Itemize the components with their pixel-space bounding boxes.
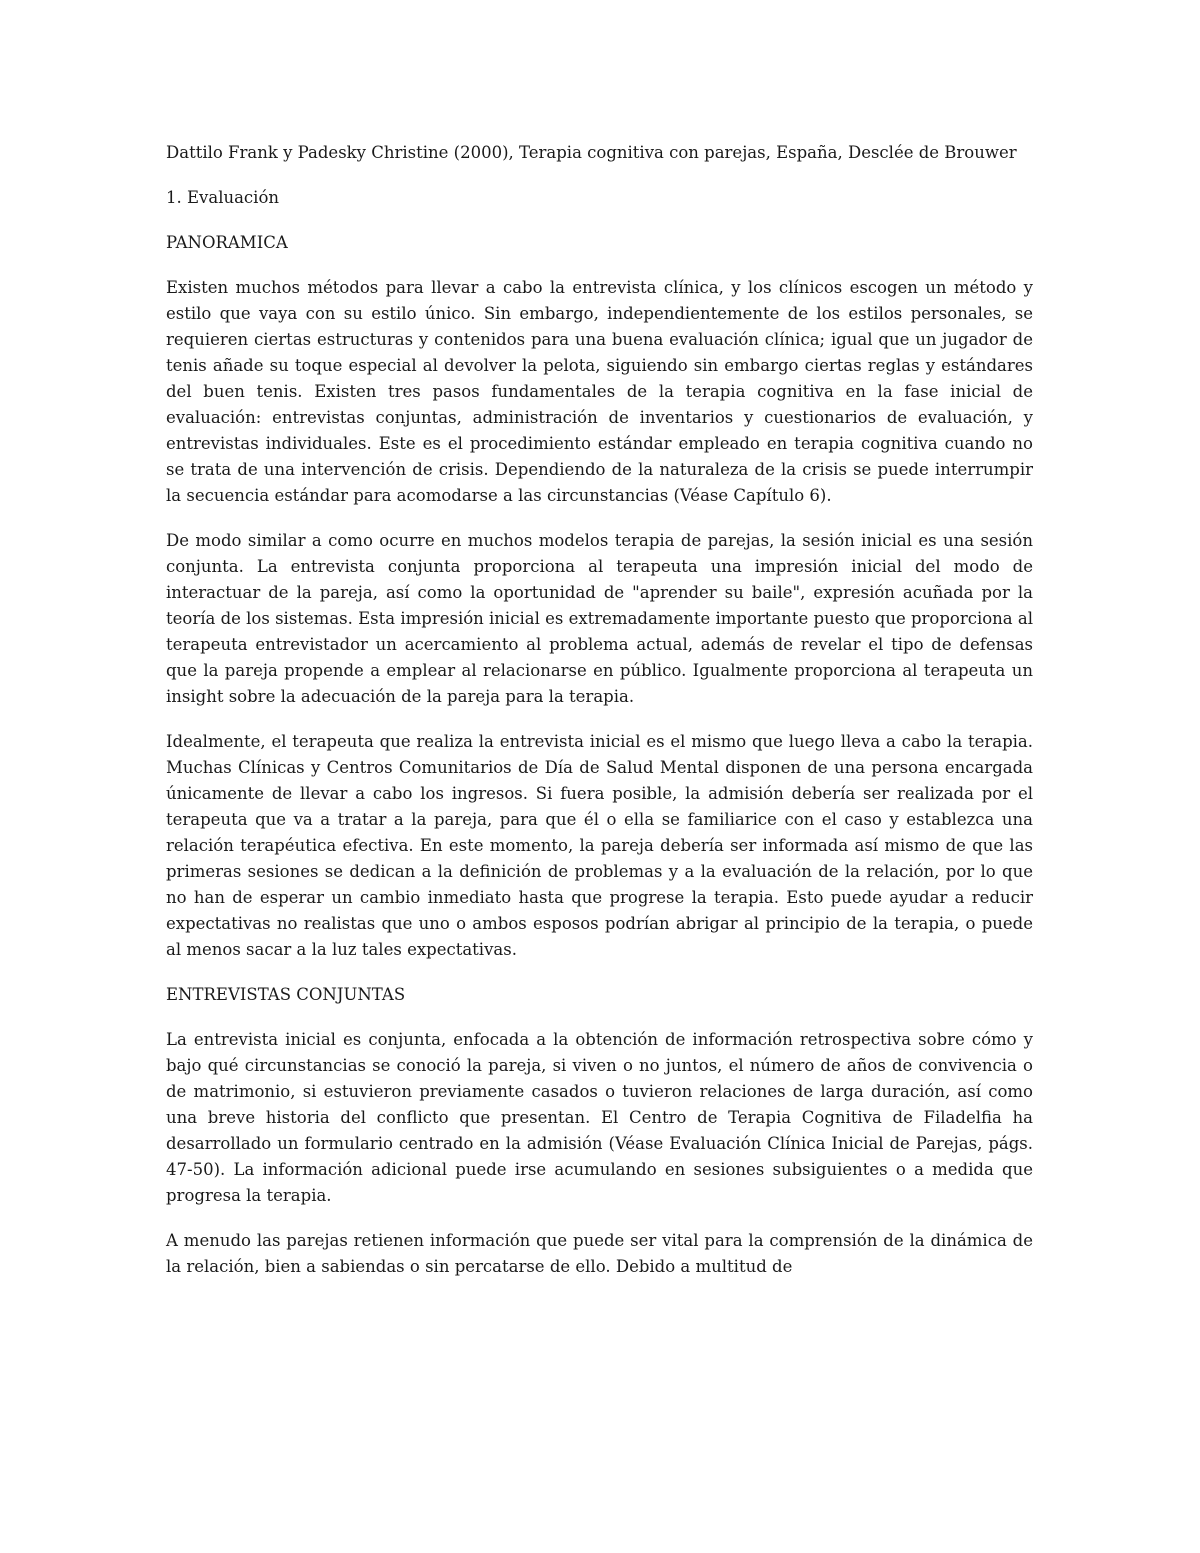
citation: Dattilo Frank y Padesky Christine (2000), Terapia cognitiva con parejas, España, Desclée de Brouwer [166,143,1017,162]
paragraph: La entrevista inicial es conjunta, enfocada a la obtención de información retrospectiva sobre cómo y bajo qué circunstancias se conoció la pareja, si viven o no juntos, el número de años de convivencia o de matrimonio, si estuvieron previamente casados o tuvieron relaciones de larga duración, así como una breve historia del conflicto que presentan. El Centro de Terapia Cognitiva de Filadelfia ha desarrollado un formulario centrado en la admisión (Véase Evaluación Clínica Inicial de Parejas, págs. 47-50). La información adicional puede irse acumulando en sesiones subsiguientes o a medida que progresa la terapia. [166,1030,1033,1205]
paragraph: Existen muchos métodos para llevar a cabo la entrevista clínica, y los clínicos escogen un método y estilo que vaya con su estilo único. Sin embargo, independientemente de los estilos personales, se requieren ciertas estructuras y contenidos para una buena evaluación clínica; igual que un jugador de tenis añade su toque especial al devolver la pelota, siguiendo sin embargo ciertas reglas y estándares del buen tenis. Existen tres pasos fundamentales de la terapia cognitiva en la fase inicial de evaluación: entrevistas conjuntas, administración de inventarios y cuestionarios de evaluación, y entrevistas individuales. Este es el procedimiento estándar empleado en terapia cognitiva cuando no se trata de una intervención de crisis. Dependiendo de la naturaleza de la crisis se puede interrumpir la secuencia estándar para acomodarse a las circunstancias (Véase Capítulo 6). [166,278,1033,505]
heading-entrevistas-conjuntas: ENTREVISTAS CONJUNTAS [166,985,406,1004]
heading-panoramica: PANORAMICA [166,233,288,252]
document-body [166,140,1033,1299]
section-title: 1. Evaluación [166,188,280,207]
paragraph: A menudo las parejas retienen información que puede ser vital para la comprensión de la dinámica de la relación, bien a sabiendas o sin percatarse de ello. Debido a multitud de [166,1231,1033,1276]
paragraph: Idealmente, el terapeuta que realiza la entrevista inicial es el mismo que luego lleva a cabo la terapia. Muchas Clínicas y Centros Comunitarios de Día de Salud Mental disponen de una persona encargada únicamente de llevar a cabo los ingresos. Si fuera posible, la admisión debería ser realizada por el terapeuta que va a tratar a la pareja, para que él o ella se familiarice con el caso y establezca una relación terapéutica efectiva. En este momento, la pareja debería ser informada así mismo de que las primeras sesiones se dedican a la definición de problemas y a la evaluación de la relación, por lo que no han de esperar un cambio inmediato hasta que progrese la terapia. Esto puede ayudar a reducir expectativas no realistas que uno o ambos esposos podrían abrigar al principio de la terapia, o puede al menos sacar a la luz tales expectativas. [166,732,1033,959]
paragraph: De modo similar a como ocurre en muchos modelos terapia de parejas, la sesión inicial es una sesión conjunta. La entrevista conjunta proporciona al terapeuta una impresión inicial del modo de interactuar de la pareja, así como la oportunidad de "aprender su baile", expresión acuñada por la teoría de los sistemas. Esta impresión inicial es extremadamente importante puesto que proporciona al terapeuta entrevistador un acercamiento al problema actual, además de revelar el tipo de defensas que la pareja propende a emplear al relacionarse en público. Igualmente proporciona al terapeuta un insight sobre la adecuación de la pareja para la terapia. [166,531,1033,706]
